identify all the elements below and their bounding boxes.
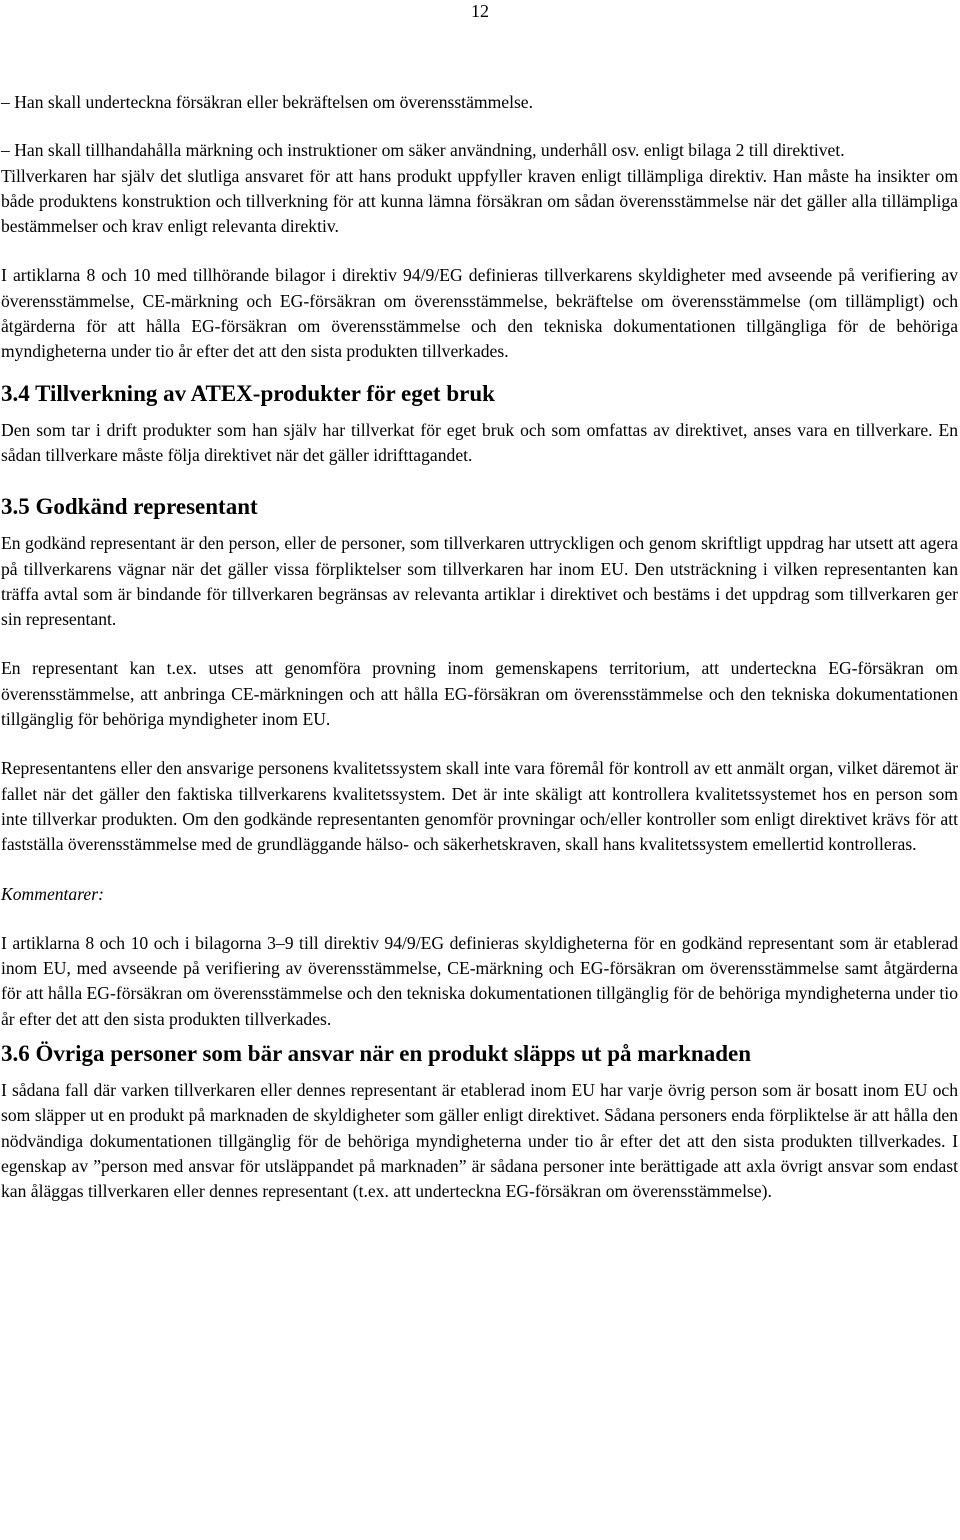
- paragraph-comments: I artiklarna 8 och 10 och i bilagorna 3–9 till direktiv 94/9/EG definieras skyldigheterna för en godkänd representant som är etablerad inom EU, med avseende på verifiering av överensstämmelse, CE-märkning och EG-försäkran om överensstämmelse samt åtgärderna för att hålla EG-försäkran om överensstämmelse och den tekniska dokumentationen tillgänglig för de behöriga myndigheterna under tio år efter det att den sista produkten tillverkades.: [1, 932, 958, 1029]
- section-heading-3-4: 3.4 Tillverkning av ATEX-produkter för eget bruk: [1, 380, 495, 406]
- paragraph-representative-tasks: En representant kan t.ex. utses att genomföra provning inom gemenskapens territorium, att underteckna EG-försäkran om överensstämmelse, att anbringa CE-märkningen och att hålla EG-försäkran om överensstämmelse och den tekniska dokumentationen tillgänglig för behöriga myndigheter inom EU.: [1, 658, 958, 730]
- page-content: [1, 90, 958, 1205]
- paragraph-quality-system: Representantens eller den ansvarige personens kvalitetssystem skall inte vara föremål för kontroll av ett anmält organ, vilket däremot är fallet när det gäller den faktiska tillverkarens kvalitetssystem. Det är inte skäligt att kontrollera kvalitetssystemet hos en person som inte tillverkar produkten. Om den godkände representanten genomför provningar och/eller kontroller som enligt direktivet krävs för att fastställa överensstämmelse med de grundläggande hälso- och säkerhetskraven, skall hans kvalitetssystem emellertid kontrolleras.: [1, 758, 958, 855]
- page-number: 12: [471, 1, 489, 21]
- section-heading-3-5: 3.5 Godkänd representant: [1, 494, 258, 520]
- paragraph-other-persons: I sådana fall där varken tillverkaren eller dennes representant är etablerad inom EU har varje övrig person som är bosatt inom EU och som släpper ut en produkt på marknaden de skyldigheter som gäller enligt direktivet. Sådana personers enda förpliktelse är att hålla den nödvändiga dokumentationen tillgänglig för de behöriga myndigheterna under tio år efter det att den sista produkten tillverkades. I egenskap av ”person med ansvar för utsläppandet på marknaden” är sådana personer inte berättigade att axla övrigt ansvar som endast kan åläggas tillverkaren eller dennes representant (t.ex. att underteckna EG-försäkran om överensstämmelse).: [1, 1080, 958, 1202]
- section-heading-3-6: 3.6 Övriga personer som bär ansvar när en produkt släpps ut på marknaden: [1, 1041, 751, 1067]
- paragraph-own-use: Den som tar i drift produkter som han själv har tillverkat för eget bruk och som omfattas av direktivet, anses vara en tillverkare. En sådan tillverkare måste följa direktivet när det gäller idrifttagandet.: [1, 419, 958, 465]
- list-item: – Han skall underteckna försäkran eller bekräftelsen om överensstämmelse.: [1, 92, 534, 112]
- paragraph-articles-8-10: I artiklarna 8 och 10 med tillhörande bilagor i direktiv 94/9/EG definieras tillverkarens skyldigheter med avseende på verifiering av överensstämmelse, CE-märkning och EG-försäkran om överensstämmelse, bekräftelse om överensstämmelse (om tillämpligt) och åtgärderna för att hålla EG-försäkran om överensstämmelse och den tekniska dokumentationen tillgängliga för de behöriga myndigheterna under tio år efter det att den sista produkten tillverkades.: [1, 265, 958, 362]
- list-item: – Han skall tillhandahålla märkning och instruktioner om säker användning, underhåll osv. enligt bilaga 2 till direktivet.: [1, 140, 845, 161]
- paragraph-authorised-representative: En godkänd representant är den person, eller de personer, som tillverkaren uttryckligen och genom skriftligt uppdrag har utsett att agera på tillverkarens vägnar när det gäller vissa förpliktelser som tillverkaren har inom EU. Den utsträckning i vilken representanten kan träffa avtal som är bindande för tillverkaren begränsas av relevanta artiklar i direktivet och bestäms i det uppdrag som tillverkaren ger sin representant.: [1, 533, 958, 630]
- paragraph-manufacturer-responsibility: Tillverkaren har själv det slutliga ansvaret för att hans produkt uppfyller kraven enligt tillämpliga direktiv. Han måste ha insikter om både produktens konstruktion och tillverkning för att kunna lämna försäkran om sådan överensstämmelse när det gäller alla tillämpliga bestämmelser och krav enligt relevanta direktiv.: [1, 165, 958, 237]
- comments-label: Kommentarer:: [1, 883, 104, 904]
